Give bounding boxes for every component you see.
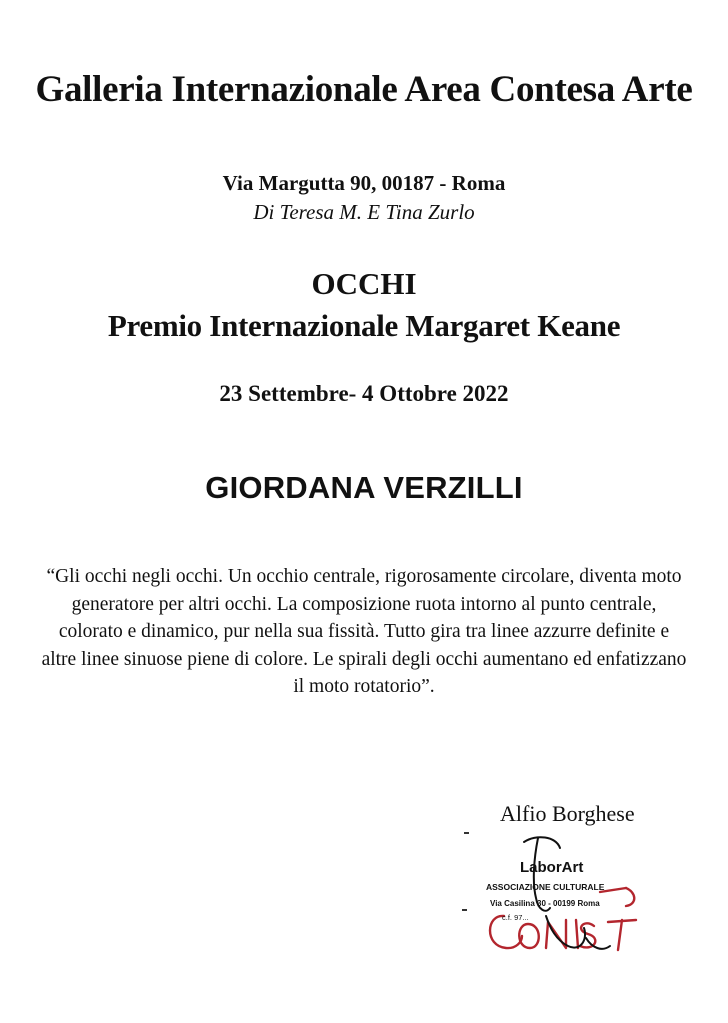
stamp-line-2: ASSOCIAZIONE CULTURALE xyxy=(486,882,605,892)
critic-name: Alfio Borghese xyxy=(500,801,635,826)
critic-review: “Gli occhi negli occhi. Un occhio centrale, rigorosamente circolare, diventa moto generatore per altri occhi. La composizione ruota intorno al punto centrale, colorato e dinamico, pur nella sua fissità. Tutto gira tra linee azzurre definite e altre linee sinuose piene di colore. Le spirali degli occhi aumentano ed enfatizzano il moto rotatorio”. xyxy=(41,566,687,697)
artist-name: GIORDANA VERZILLI xyxy=(205,470,523,505)
margin-mark xyxy=(462,909,467,911)
gallery-address: Via Margutta 90, 00187 - Roma xyxy=(222,171,506,195)
exhibition-dates: 23 Settembre- 4 Ottobre 2022 xyxy=(219,381,509,406)
stamp-line-4: c.f. 97... xyxy=(502,913,529,922)
stamp-line-1: LaborArt xyxy=(520,859,584,876)
stamp-and-signature xyxy=(476,828,656,958)
stamp-line-3: Via Casilina 30 - 00199 Roma xyxy=(490,899,600,908)
gallery-name: Galleria Internazionale Area Contesa Arte xyxy=(35,69,693,110)
margin-mark xyxy=(464,832,469,834)
gallery-curators: Di Teresa M. E Tina Zurlo xyxy=(253,200,475,224)
award-name: Premio Internazionale Margaret Keane xyxy=(107,308,621,343)
exhibition-title: OCCHI xyxy=(311,266,417,301)
